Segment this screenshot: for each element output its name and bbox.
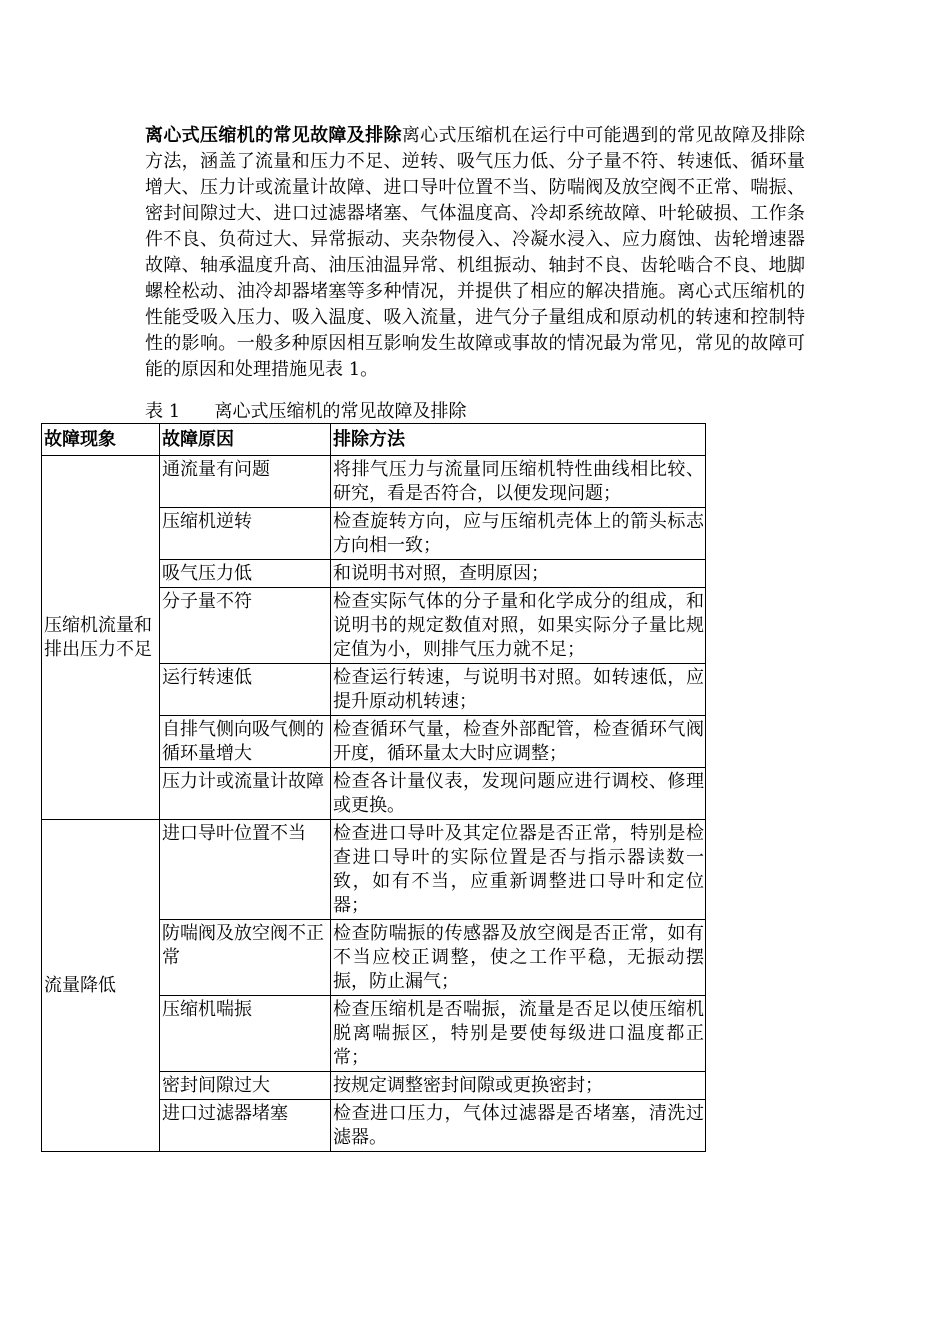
- cause-cell: 压力计或流量计故障: [160, 768, 331, 820]
- method-cell: 检查循环气量，检查外部配管，检查循环气阀开度，循环量太大时应调整；: [331, 716, 706, 768]
- cause-cell: 自排气侧向吸气侧的循环量增大: [160, 716, 331, 768]
- method-cell: 按规定调整密封间隙或更换密封；: [331, 1072, 706, 1100]
- cause-cell: 运行转速低: [160, 664, 331, 716]
- method-cell: 检查防喘振的传感器及放空阀是否正常，如有不当应校正调整，使之工作平稳，无振动摆振，防止漏气；: [331, 920, 706, 996]
- method-cell: 检查进口压力，气体过滤器是否堵塞，清洗过滤器。: [331, 1100, 706, 1152]
- cause-cell: 分子量不符: [160, 588, 331, 664]
- cause-cell: 压缩机喘振: [160, 996, 331, 1072]
- cause-cell: 进口过滤器堵塞: [160, 1100, 331, 1152]
- table-header-row: [42, 424, 706, 456]
- symptom-cell: 流量降低: [42, 820, 160, 1152]
- table-row: [42, 456, 706, 508]
- table-caption: 表 1 离心式压缩机的常见故障及排除: [145, 401, 467, 422]
- table-row: [42, 820, 706, 920]
- intro-body: 离心式压缩机在运行中可能遇到的常见故障及排除方法，涵盖了流量和压力不足、逆转、吸气压力低、分子量不符、转速低、循环量增大、压力计或流量计故障、进口导叶位置不当、防喘阀及放空阀不正常、喘振、密封间隙过大、进口过滤器堵塞、气体温度高、冷却系统故障、叶轮破损、工作条件不良、负荷过大、异常振动、夹杂物侵入、冷凝水浸入、应力腐蚀、齿轮增速器故障、轴承温度升高、油压油温异常、机组振动、轴封不良、齿轮啮合不良、地脚螺栓松动、油冷却器堵塞等多种情况，并提供了相应的解决措施。离心式压缩机的性能受吸入压力、吸入温度、吸入流量，进气分子量组成和原动机的转速和控制特性的影响。一般多种原因相互影响发生故障或事故的情况最为常见，常见的故障可能的原因和处理措施见表 1。: [145, 125, 806, 380]
- intro-paragraph: [145, 123, 805, 383]
- header-cause: 故障原因: [160, 424, 331, 456]
- fault-table: [41, 423, 706, 1152]
- cause-cell: 通流量有问题: [160, 456, 331, 508]
- method-cell: 检查实际气体的分子量和化学成分的组成，和说明书的规定数值对照，如果实际分子量比规定值为小，则排气压力就不足；: [331, 588, 706, 664]
- symptom-cell: 压缩机流量和排出压力不足: [42, 456, 160, 820]
- cause-cell: 密封间隙过大: [160, 1072, 331, 1100]
- cause-cell: 压缩机逆转: [160, 508, 331, 560]
- header-method: 排除方法: [331, 424, 706, 456]
- header-symptom: 故障现象: [42, 424, 160, 456]
- method-cell: 检查进口导叶及其定位器是否正常，特别是检查进口导叶的实际位置是否与指示器读数一致，如有不当，应重新调整进口导叶和定位器；: [331, 820, 706, 920]
- cause-cell: 吸气压力低: [160, 560, 331, 588]
- method-cell: 检查旋转方向，应与压缩机壳体上的箭头标志方向相一致；: [331, 508, 706, 560]
- method-cell: 检查压缩机是否喘振，流量是否足以使压缩机脱离喘振区，特别是要使每级进口温度都正常；: [331, 996, 706, 1072]
- cause-cell: 防喘阀及放空阀不正常: [160, 920, 331, 996]
- method-cell: 检查各计量仪表，发现问题应进行调校、修理或更换。: [331, 768, 706, 820]
- method-cell: 和说明书对照，查明原因；: [331, 560, 706, 588]
- method-cell: 检查运行转速，与说明书对照。如转速低，应提升原动机转速；: [331, 664, 706, 716]
- method-cell: 将排气压力与流量同压缩机特性曲线相比较、研究，看是否符合，以便发现问题；: [331, 456, 706, 508]
- intro-title: 离心式压缩机的常见故障及排除: [145, 125, 402, 146]
- cause-cell: 进口导叶位置不当: [160, 820, 331, 920]
